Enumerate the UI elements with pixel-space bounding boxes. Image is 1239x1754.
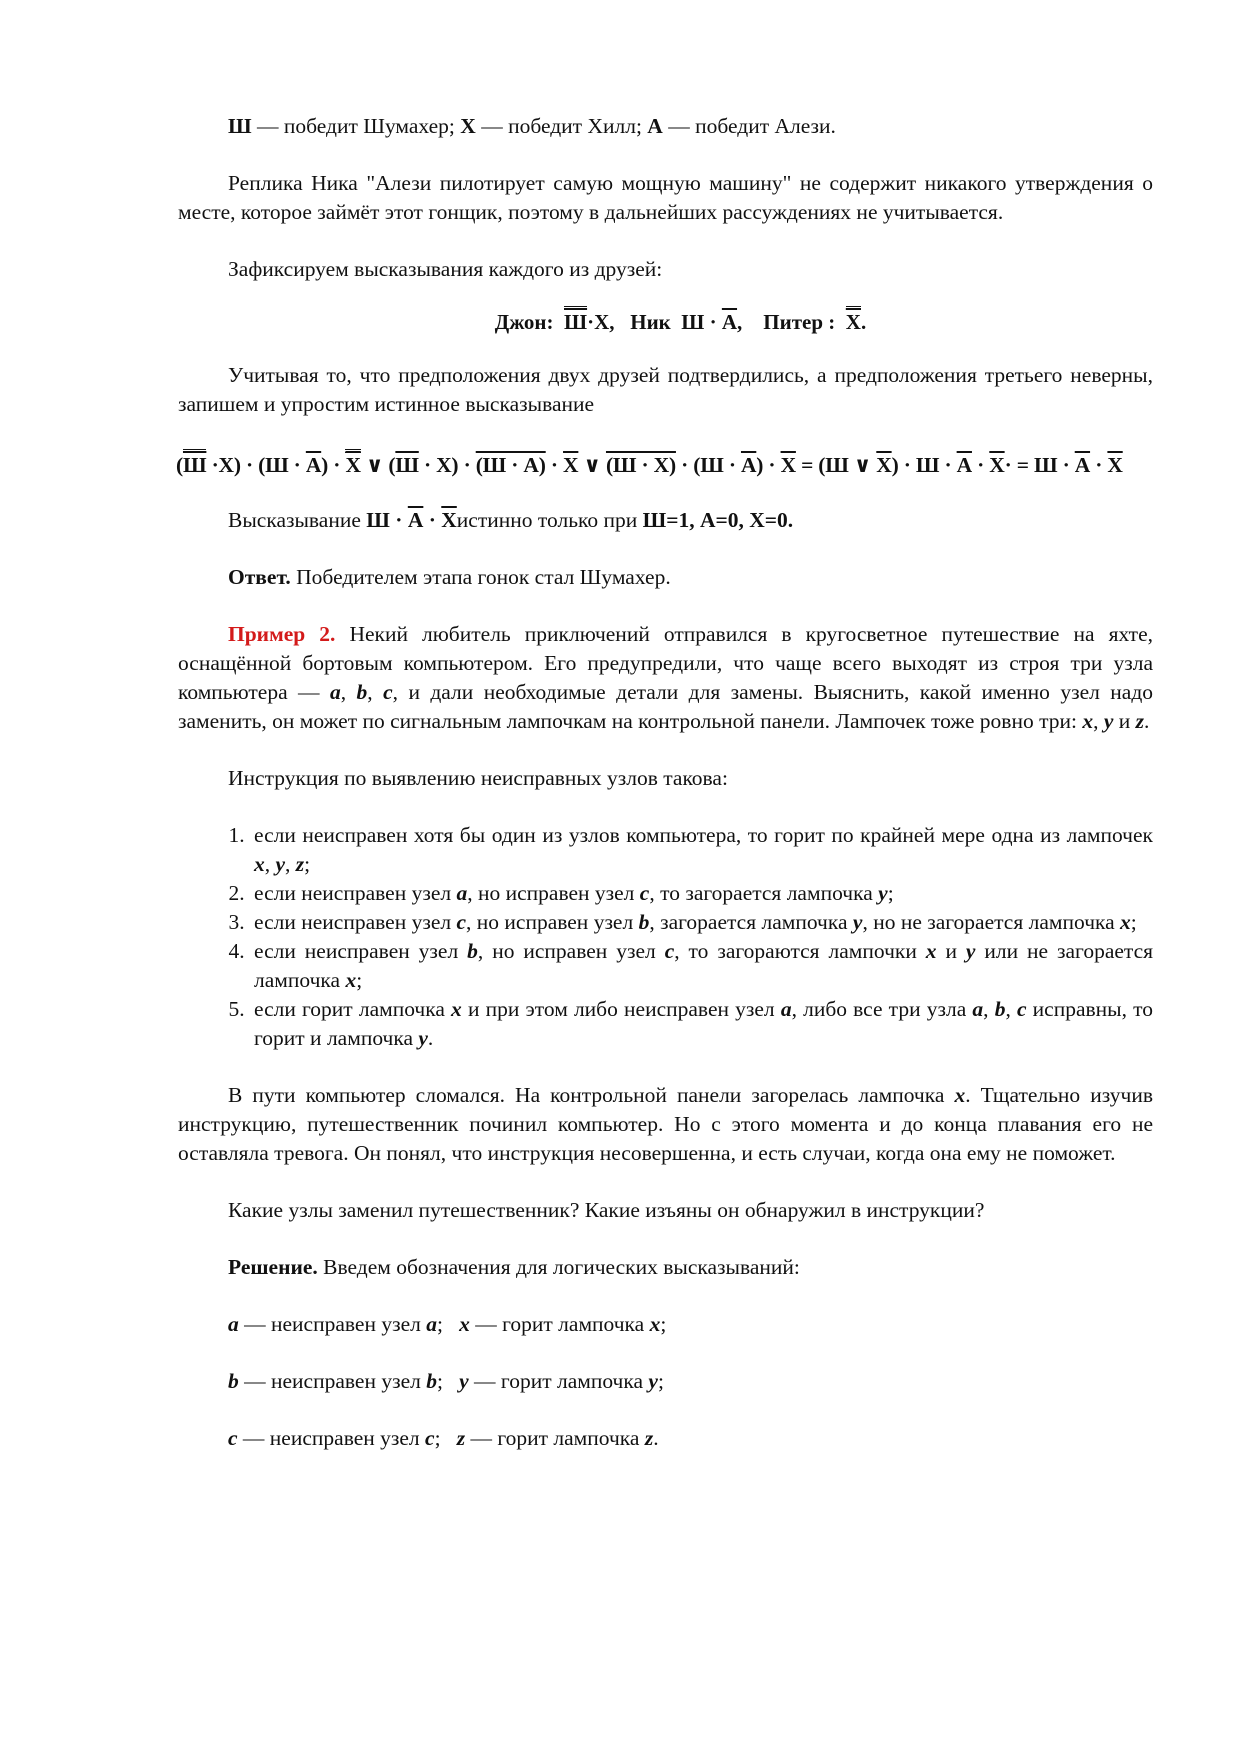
john-rest: ·Х, [587, 310, 615, 334]
text: , [367, 680, 384, 704]
formula-part: Ш · [366, 508, 408, 532]
nick-label: Ник [630, 310, 671, 334]
var: z [1135, 709, 1145, 733]
paragraph-example-2 [178, 620, 1153, 736]
john-sh-negated: Ш [564, 306, 587, 334]
solution-label: Решение. [228, 1255, 318, 1279]
text: — победит Хилл; [475, 114, 648, 138]
eq-part: Х [563, 453, 579, 477]
eq-part: Х [876, 453, 892, 477]
peter-x-negated: Х [846, 306, 861, 334]
formula-part: · [423, 508, 442, 532]
text: , и дали необходимые детали для замены. Выяснить, какой именно узел надо заменить, он может по сигнальным лампочкам на контрольной панели. Лампочек тоже ровно три: [178, 680, 1154, 733]
nick-sh: Ш · [681, 310, 717, 334]
var: a [329, 680, 341, 704]
list-item: 5. если горит лампочка x и при этом либо неисправен узел a, либо все три узла a, b, c исправны, то горит и лампочка y. [250, 995, 1153, 1053]
text: Некий любитель приключений отправился в кругосветное путешествие на яхте, оснащённой бортовым компьютером. Его предупредили, что чаще всего выходят из строя три узла компьютера — [178, 622, 1153, 704]
paragraph-answer [178, 563, 1153, 592]
text: — победит Алези. [662, 114, 836, 138]
document-page [178, 112, 1153, 1453]
paragraph-statement-true [178, 506, 1153, 535]
text: , [1093, 709, 1104, 733]
eq-part: Х [345, 449, 360, 477]
var-x: Х [460, 114, 476, 138]
var: y [1103, 709, 1114, 733]
eq-part: А [740, 453, 757, 477]
answer-label: Ответ. [228, 565, 291, 589]
eq-part: ( [176, 453, 183, 477]
eq-part: Х [1107, 453, 1123, 477]
eq-part: А [1074, 453, 1091, 477]
eq-part: Ш [183, 449, 206, 477]
peter-label: Питер : [763, 310, 836, 334]
formula-part: А [407, 508, 424, 532]
var: c [383, 680, 393, 704]
paragraph-computer-broke: В пути компьютер сломался. На контрольной панели загорелась лампочка x. Тщательно изучив инструкцию, путешественник починил компьютер. Но с этого момента и до конца плавания его не оставляла тревога. Он понял, что инструкция несовершенна, и есть случаи, когда она ему не поможет. [178, 1083, 1153, 1165]
eq-part: ) · [321, 453, 346, 477]
text: , [340, 680, 357, 704]
eq-part: · (Ш · [675, 453, 741, 477]
var-a: А [647, 114, 663, 138]
paragraph-nick-remark: Реплика Ника "Алези пилотирует самую мощную машину" не содержит никакого утверждения о месте, которое займёт этот гонщик, поэтому в дальнейших рассуждениях не учитывается. [178, 171, 1153, 224]
paragraph-notation [178, 112, 1153, 141]
text: — победит Шумахер; [251, 114, 461, 138]
nick-a-negated: А [721, 310, 738, 334]
eq-part: · [1090, 453, 1108, 477]
eq-part: ∨ ( [360, 453, 396, 477]
eq-part: ∨ [578, 453, 606, 477]
var: x [1082, 709, 1094, 733]
eq-part: (Ш · А) [475, 453, 546, 477]
definition-a: a — неисправен узел a; x — горит лампочка x; [228, 1312, 667, 1336]
paragraph-two-friends-correct: Учитывая то, что предположения двух друзей подтвердились, а предположения третьего неверны, запишем и упростим истинное высказывание [178, 363, 1153, 416]
text: истинно только при [456, 508, 643, 532]
list-item: 4. если неисправен узел b, но исправен узел c, то загораются лампочки x и y или не загорается лампочка x; [250, 937, 1153, 995]
paragraph-fix-statements: Зафиксируем высказывания каждого из друзей: [228, 257, 663, 281]
list-item: 3. если неисправен узел c, но исправен узел b, загорается лампочка y, но не загорается лампочка x; [250, 908, 1153, 937]
definition-b: b — неисправен узел b; y — горит лампочка y; [228, 1369, 664, 1393]
eq-part: ·Х) · (Ш · [206, 453, 306, 477]
eq-part: = (Ш ∨ [795, 453, 877, 477]
nick-end: , [737, 310, 743, 334]
eq-part: · [971, 453, 990, 477]
list-item: 1. если неисправен хотя бы один из узлов компьютера, то горит по крайней мере одна из лампочек x, y, z; [250, 821, 1153, 879]
eq-part: А [956, 453, 972, 477]
eq-part: · Х) · [418, 453, 476, 477]
example-label: Пример 2. [228, 622, 336, 646]
var-sh: Ш [228, 114, 252, 138]
eq-part: Х [989, 453, 1005, 477]
answer-text: Победителем этапа гонок стал Шумахер. [290, 565, 671, 589]
paragraph-instruction-intro: Инструкция по выявлению неисправных узлов такова: [228, 766, 728, 790]
solution-text: Введем обозначения для логических высказываний: [317, 1255, 800, 1279]
eq-part: ) · Ш · [891, 453, 957, 477]
values: Ш=1, А=0, Х=0. [642, 508, 794, 532]
text: . [1144, 709, 1150, 733]
text: и [1113, 709, 1136, 733]
list-item: 2. если неисправен узел a, но исправен узел c, то загорается лампочка y; [250, 879, 1153, 908]
paragraph-question: Какие узлы заменил путешественник? Какие изъяны он обнаружил в инструкции? [228, 1198, 985, 1222]
eq-part: (Ш · Х) [605, 453, 676, 477]
instruction-list [178, 821, 1153, 1053]
paragraph-solution [178, 1253, 1153, 1282]
peter-end: . [860, 310, 867, 334]
definition-c: c — неисправен узел c; z — горит лампочка z. [228, 1426, 659, 1450]
long-equation [176, 449, 1153, 480]
eq-part: Х [780, 453, 796, 477]
friends-statements-formula [178, 306, 1153, 337]
formula-part: Х [441, 508, 457, 532]
var: b [356, 680, 368, 704]
eq-part: · [545, 453, 564, 477]
eq-part: · = Ш · [1004, 453, 1075, 477]
john-label: Джон: [494, 310, 554, 334]
eq-part: Ш [395, 453, 419, 477]
text: Высказывание [228, 508, 367, 532]
eq-part: ) · [756, 453, 781, 477]
eq-part: А [305, 453, 322, 477]
